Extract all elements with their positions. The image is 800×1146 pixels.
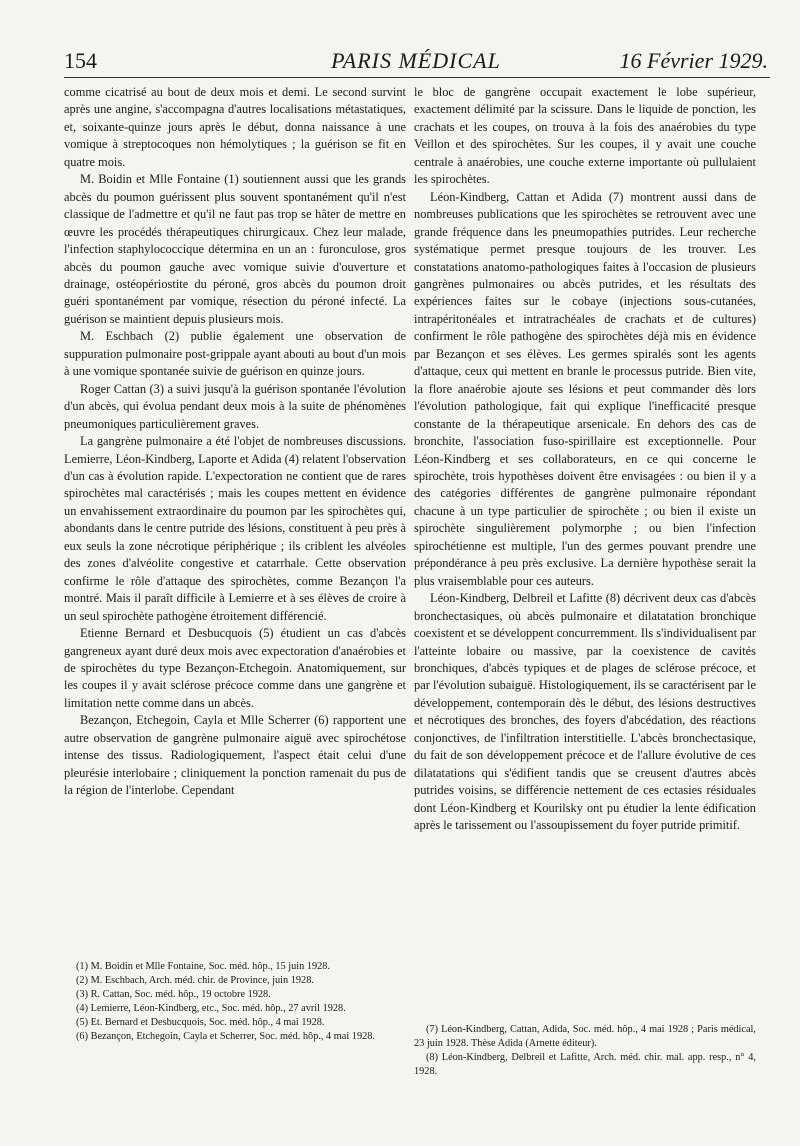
paragraph: Bezançon, Etchegoin, Cayla et Mlle Scherrer (6) rapportent une autre observation de gangrène pulmonaire aiguë avec spirochétose intense des tissus. Radiologiquement, l'aspect était celui d'une pleurésie interlobaire ; cliniquement la ponction ramenait du pus de la région de l'interlobe. Cependant <box>64 713 406 798</box>
footnote: (4) Lemierre, Léon-Kindberg, etc., Soc. méd. hôp., 27 avril 1928. <box>76 1003 346 1015</box>
paragraph: M. Boidin et Mlle Fontaine (1) soutiennent aussi que les grands abcès du poumon guérissent plus souvent spontanément qu'il n'est classique de l'admettre et qu'il ne faut pas trop se hâter de mettre en œuvre les procédés thérapeutiques chirurgicaux. Chez leur malade, l'infection staphylococcique détermina en un an : furonculose, gros abcès du poumon gauche avec vomique suivie d'ouverture et drainage, ostéopériostite du péroné, gros abcès du poumon droit guéri spontanément par vomique, résection du péroné infecté. La guérison se maintient depuis plusieurs mois. <box>64 172 406 326</box>
page-header <box>64 48 768 78</box>
footnote: (7) Léon-Kindberg, Cattan, Adida, Soc. méd. hôp., 4 mai 1928 ; Paris médical, 23 juin 1928. Thèse Adida (Arnette éditeur). <box>414 1024 756 1050</box>
left-column <box>64 84 406 800</box>
issue-date: 16 Février 1929. <box>619 48 768 73</box>
footnote: (3) R. Cattan, Soc. méd. hôp., 19 octobre 1928. <box>76 989 271 1001</box>
footnote: (5) Et. Bernard et Desbucquois, Soc. méd. hôp., 4 mai 1928. <box>76 1017 325 1029</box>
paragraph: La gangrène pulmonaire a été l'objet de nombreuses discussions. Lemierre, Léon-Kindberg, Laporte et Adida (4) relatent l'observation d'un cas à évolution rapide. L'expectoration ne contient que de rares spirochètes mal caractérisés ; mais les coupes mettent en évidence un envahissement extraordinaire du poumon par les spirochètes qui, abondants dans le centre putride des lésions, constituent à peu près à eux seuls la zone nécrotique périphérique ; ils criblent les alvéoles des zones d'alvéolite congestive et catarrhale. Cette observation confirme le rôle d'attaque des spirochètes, comme Bezançon l'a montré. Mais il paraît difficile à Lemierre et à ses élèves de croire à un seul spirochète pathogène étroitement différencié. <box>64 434 406 623</box>
footnote: (2) M. Eschbach, Arch. méd. chir. de Province, juin 1928. <box>76 975 314 987</box>
footnote: (8) Léon-Kindberg, Delbreil et Lafitte, Arch. méd. chir. mal. app. resp., n° 4, 1928. <box>414 1052 756 1078</box>
paragraph: le bloc de gangrène occupait exactement le lobe supérieur, exactement délimité par la scissure. Dans le liquide de ponction, les crachats et les coupes, on trouva à la fois des anaérobies du type Veillon et des spirochètes. Sur les coupes, il y avait une couche centrale à anaérobies, une couche externe importante où pullulaient les spirochètes. <box>414 85 756 187</box>
paragraph: comme cicatrisé au bout de deux mois et demi. Le second survint après une angine, s'accompagna d'autres localisations métastatiques, et, soixante-quinze jours après le début, donna naissance à une vomique à streptocoques non hémolytiques ; la guérison se fit en quatre mois. <box>64 85 406 169</box>
paragraph: Léon-Kindberg, Delbreil et Lafitte (8) décrivent deux cas d'abcès bronchectasiques, où abcès pulmonaire et dilatatation bronchique coexistent et se développent concurremment. Ils s'individualisent par l'atteinte lobaire ou massive, par la coexistence de cavités bronchiques, d'abcès typiques et de plages de sclérose précoce, et par l'évolution subaiguë. Histologiquement, ils se caractérisent par le développement, contemporain dès le début, des lésions destructives et nécrotiques des bronches, des foyers d'abcédation, des réactions conjonctives, de l'infiltration interstitielle. L'abcès bronchectasique, du fait de son développement précoce et de l'allure évolutive de ces dilatatations qui s'édifient tandis que se creusent d'autres abcès putrides voisins, se différencie nettement de ces ectasies résiduales dont Léon-Kindberg et Kourilsky ont pu étudier la lente édification après le tarissement ou l'assoupissement du foyer putride primitif. <box>414 591 756 833</box>
page-number: 154 <box>64 48 97 73</box>
footnotes-right <box>414 1023 756 1079</box>
journal-title: PARIS MÉDICAL <box>331 48 501 73</box>
footnote: (6) Bezançon, Etchegoin, Cayla et Scherrer, Soc. méd. hôp., 4 mai 1928. <box>76 1031 375 1043</box>
paragraph: Etienne Bernard et Desbucquois (5) étudient un cas d'abcès gangreneux ayant duré deux mois avec expectoration d'anaérobies et de spirochètes du type Bezançon-Etchegoin. Anatomiquement, sur les coupes il y avait sclérose précoce comme dans une gangrène et limitation nette comme dans un abcès. <box>64 626 406 710</box>
paragraph: Léon-Kindberg, Cattan et Adida (7) montrent aussi dans de nombreuses publications que les spirochètes se retrouvent avec une grande fréquence dans les pneumopathies putrides. Leur recherche systématique permet presque toujours de les trouver. Les constatations anatomo-pathologiques faites à l'occasion de plusieurs gangrènes pulmonaires ou abcès putrides, et les résultats des expériences faites sur le cobaye (injections sous-cutanées, intrapéritonéales et intratrachéales de crachats et de cultures) confirment le rôle pathogène des spirochètes déjà mis en évidence par Bezançon et ses élèves. Les germes spiralés sont les agents d'attaque, ceux qui mettent en branle le processus putride. Bien vite, la flore anaérobie ajoute ses lésions et peut commander dès lors l'évolution pathologique, fait qui explique l'inefficacité presque constante de la thérapeutique arsenicale. En dehors des cas de bronchite, l'association fuso-spirillaire est exceptionnelle. Pour Léon-Kindberg et ses collaborateurs, en ce qui concerne le spirochète, trois hypothèses doivent être envisagées : ou bien il y a des catégories différentes de gangrène pulmonaire répondant chacune à un type particulier de spirochète ; ou bien il existe un spirochète singulièrement polymorphe ; ou bien l'infection spirochétienne est multiple, l'un des germes pouvant prendre une prépondérance à peu près exclusive. La dernière hypothèse serait la plus vraisemblable pour ces auteurs. <box>414 189 756 588</box>
header-rule <box>64 77 770 78</box>
footnote: (1) M. Boidin et Mlle Fontaine, Soc. méd. hôp., 15 juin 1928. <box>76 961 330 972</box>
paragraph: M. Eschbach (2) publie également une observation de suppuration pulmonaire post-grippale ayant abouti au bout d'un mois à une vomique spontanée suivie de guérison en quinze jours. <box>64 329 406 379</box>
paragraph: Roger Cattan (3) a suivi jusqu'à la guérison spontanée l'évolution d'un abcès, qui évolua pendant deux mois à la suite de phénomènes pneumoniques particulièrement graves. <box>64 381 406 431</box>
footnotes-left <box>64 960 406 1045</box>
right-column <box>414 84 756 834</box>
